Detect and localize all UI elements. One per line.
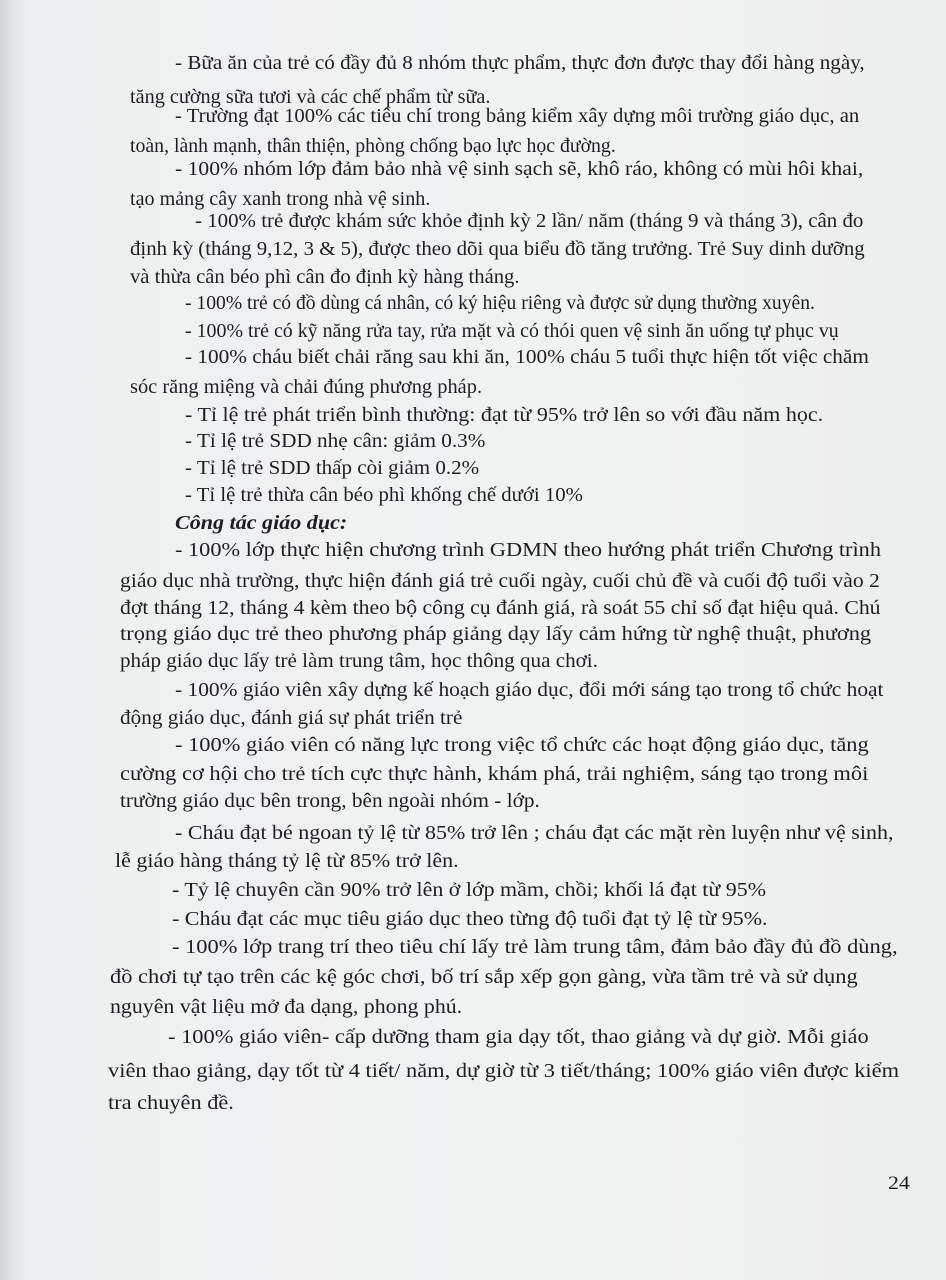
text-line: viên thao giảng, dạy tốt từ 4 tiết/ năm, dự giờ từ 3 tiết/tháng; 100% giáo viên được kiểm	[108, 1061, 900, 1082]
text-line: pháp giáo dục lấy trẻ làm trung tâm, học thông qua chơi.	[120, 651, 598, 672]
text-line: giáo dục nhà trường, thực hiện đánh giá trẻ cuối ngày, cuối chủ đề và cuối độ tuổi vào 2	[120, 571, 880, 592]
text-line: - 100% cháu biết chải răng sau khi ăn, 100% cháu 5 tuổi thực hiện tốt việc chăm	[185, 347, 869, 368]
text-line: tăng cường sữa tươi và các chế phẩm từ sữa.	[130, 87, 491, 108]
text-line: đợt tháng 12, tháng 4 kèm theo bộ công cụ đánh giá, rà soát 55 chỉ số đạt hiệu quả. Chú	[120, 598, 881, 619]
text-line: sóc răng miệng và chải đúng phương pháp.	[130, 377, 483, 398]
text-line: trường giáo dục bên trong, bên ngoài nhóm - lớp.	[120, 791, 540, 812]
text-line: - Tỉ lệ trẻ phát triển bình thường: đạt từ 95% trở lên so với đầu năm học.	[185, 405, 824, 426]
text-line: - 100% lớp trang trí theo tiêu chí lấy trẻ làm trung tâm, đảm bảo đầy đủ đồ dùng,	[172, 937, 898, 958]
text-line: đồ chơi tự tạo trên các kệ góc chơi, bố trí sắp xếp gọn gàng, vừa tầm trẻ và sử dụng	[110, 967, 858, 988]
text-line: - Bữa ăn của trẻ có đầy đủ 8 nhóm thực phẩm, thực đơn được thay đổi hàng ngày,	[175, 53, 865, 74]
text-line: - Trường đạt 100% các tiêu chí trong bảng kiểm xây dựng môi trường giáo dục, an	[175, 106, 860, 127]
text-line: định kỳ (tháng 9,12, 3 & 5), được theo dõi qua biểu đồ tăng trưởng. Trẻ Suy dinh dưỡng	[130, 239, 865, 260]
text-line: toàn, lành mạnh, thân thiện, phòng chống bạo lực học đường.	[130, 136, 616, 157]
text-line: - Tỷ lệ chuyên cần 90% trở lên ở lớp mầm, chồi; khối lá đạt từ 95%	[172, 880, 766, 901]
text-line: - 100% giáo viên có năng lực trong việc tổ chức các hoạt động giáo dục, tăng	[175, 735, 869, 756]
text-line: tra chuyên đề.	[108, 1093, 234, 1114]
text-line: - Cháu đạt bé ngoan tỷ lệ từ 85% trở lên ; cháu đạt các mặt rèn luyện như vệ sinh,	[175, 823, 894, 844]
text-line: - Tỉ lệ trẻ thừa cân béo phì khống chế dưới 10%	[185, 485, 583, 506]
text-line: - Tỉ lệ trẻ SDD thấp còi giảm 0.2%	[185, 458, 480, 479]
text-line: trọng giáo dục trẻ theo phương pháp giảng dạy lấy cảm hứng từ nghệ thuật, phương	[120, 624, 872, 645]
text-line: động giáo dục, đánh giá sự phát triển trẻ	[120, 708, 463, 729]
page-number: 24	[888, 1173, 910, 1194]
text-line: lễ giáo hàng tháng tỷ lệ từ 85% trở lên.	[115, 851, 459, 872]
text-line: - 100% trẻ được khám sức khỏe định kỳ 2 lần/ năm (tháng 9 và tháng 3), cân đo	[195, 211, 864, 232]
text-line: - 100% lớp thực hiện chương trình GDMN theo hướng phát triển Chương trình	[175, 540, 881, 561]
section-heading: Công tác giáo dục:	[175, 513, 348, 534]
text-line: nguyên vật liệu mở đa dạng, phong phú.	[110, 997, 463, 1018]
text-line: - 100% nhóm lớp đảm bảo nhà vệ sinh sạch sẽ, khô ráo, không có mùi hôi khai,	[175, 159, 864, 180]
text-line: và thừa cân béo phì cân đo định kỳ hàng tháng.	[130, 267, 520, 288]
text-line: tạo mảng cây xanh trong nhà vệ sinh.	[130, 189, 431, 210]
text-line: - Tỉ lệ trẻ SDD nhẹ cân: giảm 0.3%	[185, 431, 486, 452]
text-line: - 100% giáo viên xây dựng kế hoạch giáo dục, đổi mới sáng tạo trong tổ chức hoạt	[175, 680, 884, 701]
text-line: - 100% trẻ có kỹ năng rửa tay, rửa mặt và có thói quen vệ sinh ăn uống tự phục vụ	[185, 321, 839, 342]
text-line: - Cháu đạt các mục tiêu giáo dục theo từng độ tuổi đạt tỷ lệ từ 95%.	[172, 909, 768, 930]
text-line: - 100% trẻ có đồ dùng cá nhân, có ký hiệu riêng và được sử dụng thường xuyên.	[185, 293, 815, 314]
text-line: cường cơ hội cho trẻ tích cực thực hành, khám phá, trải nghiệm, sáng tạo trong môi	[120, 764, 869, 785]
text-line: - 100% giáo viên- cấp dưỡng tham gia dạy tốt, thao giảng và dự giờ. Mỗi giáo	[168, 1027, 869, 1048]
